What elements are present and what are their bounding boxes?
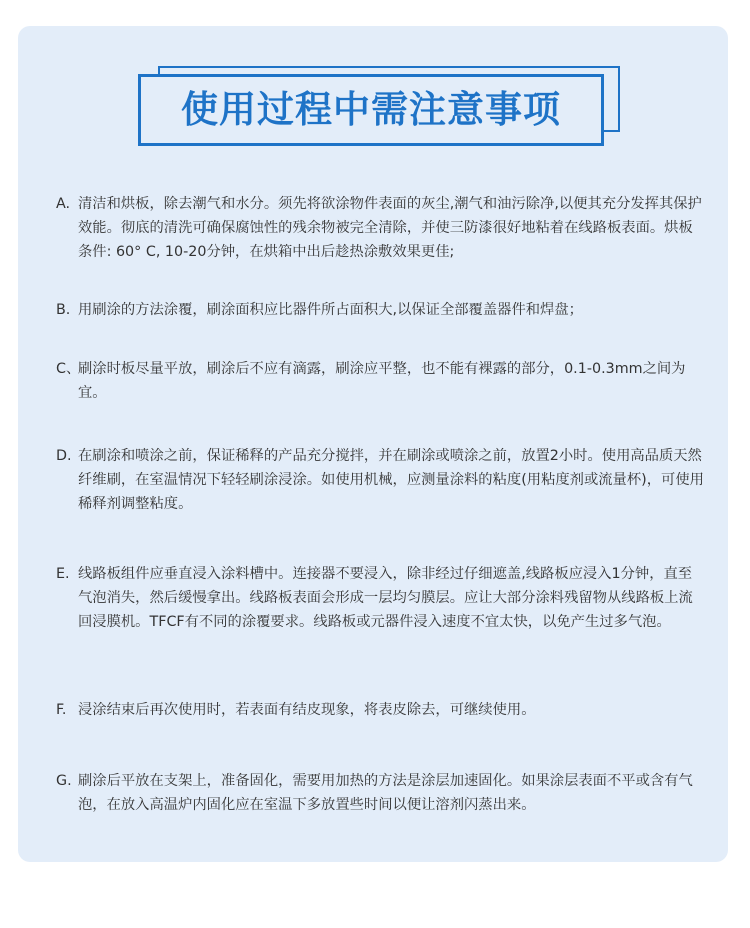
list-item-c	[56, 357, 706, 405]
item-text: 用刷涂的方法涂覆，刷涂面积应比器件所占面积大,以保证全部覆盖器件和焊盘；	[78, 302, 583, 318]
list-item-f	[56, 698, 706, 722]
item-marker: D.	[56, 448, 72, 464]
item-marker: B.	[56, 302, 71, 318]
item-text: 浸涂结束后再次使用时，若表面有结皮现象，将表皮除去，可继续使用。	[78, 702, 536, 718]
item-marker: G.	[56, 773, 72, 789]
title-banner	[138, 64, 606, 146]
item-marker: F.	[56, 702, 67, 718]
list-item-g	[56, 769, 706, 817]
item-text: 在刷涂和喷涂之前，保证稀释的产品充分搅拌，并在刷涂或喷涂之前，放置2小时。使用高品质天然纤维刷，在室温情况下轻轻刷涂浸涂。如使用机械，应测量涂料的粘度(用粘度剂或流量杯)，可使用稀释剂调整粘度。	[78, 448, 704, 512]
list-item-b	[56, 298, 706, 322]
item-text: 刷涂后平放在支架上，准备固化，需要用加热的方法是涂层加速固化。如果涂层表面不平或含有气泡，在放入高温炉内固化应在室温下多放置些时间以便让溶剂闪蒸出来。	[78, 773, 693, 813]
notice-card	[18, 26, 728, 862]
list-item-a	[56, 192, 706, 264]
item-text: 清洁和烘板，除去潮气和水分。须先将欲涂物件表面的灰尘,潮气和油污除净,以便其充分发挥其保护效能。彻底的清洗可确保腐蚀性的残余物被完全清除，并使三防漆很好地粘着在线路板表面。烘板条件: 60° C, 10-20分钟，在烘箱中出后趁热涂敷效果更佳;	[78, 196, 702, 260]
item-text: 刷涂时板尽量平放，刷涂后不应有滴露，刷涂应平整，也不能有裸露的部分，0.1-0.3mm之间为宜。	[78, 361, 686, 401]
list-item-d	[56, 444, 706, 516]
list-item-e	[56, 562, 706, 634]
item-text: 线路板组件应垂直浸入涂料槽中。连接器不要浸入，除非经过仔细遮盖,线路板应浸入1分钟，直至气泡消失，然后缓慢拿出。线路板表面会形成一层均匀膜层。应让大部分涂料残留物从线路板上流回浸膜机。TFCF有不同的涂覆要求。线路板或元器件浸入速度不宜太快，以免产生过多气泡。	[78, 566, 693, 630]
item-marker: C、	[56, 361, 81, 377]
item-marker: A.	[56, 196, 71, 212]
page-title: 使用过程中需注意事项	[181, 88, 561, 131]
item-marker: E.	[56, 566, 70, 582]
